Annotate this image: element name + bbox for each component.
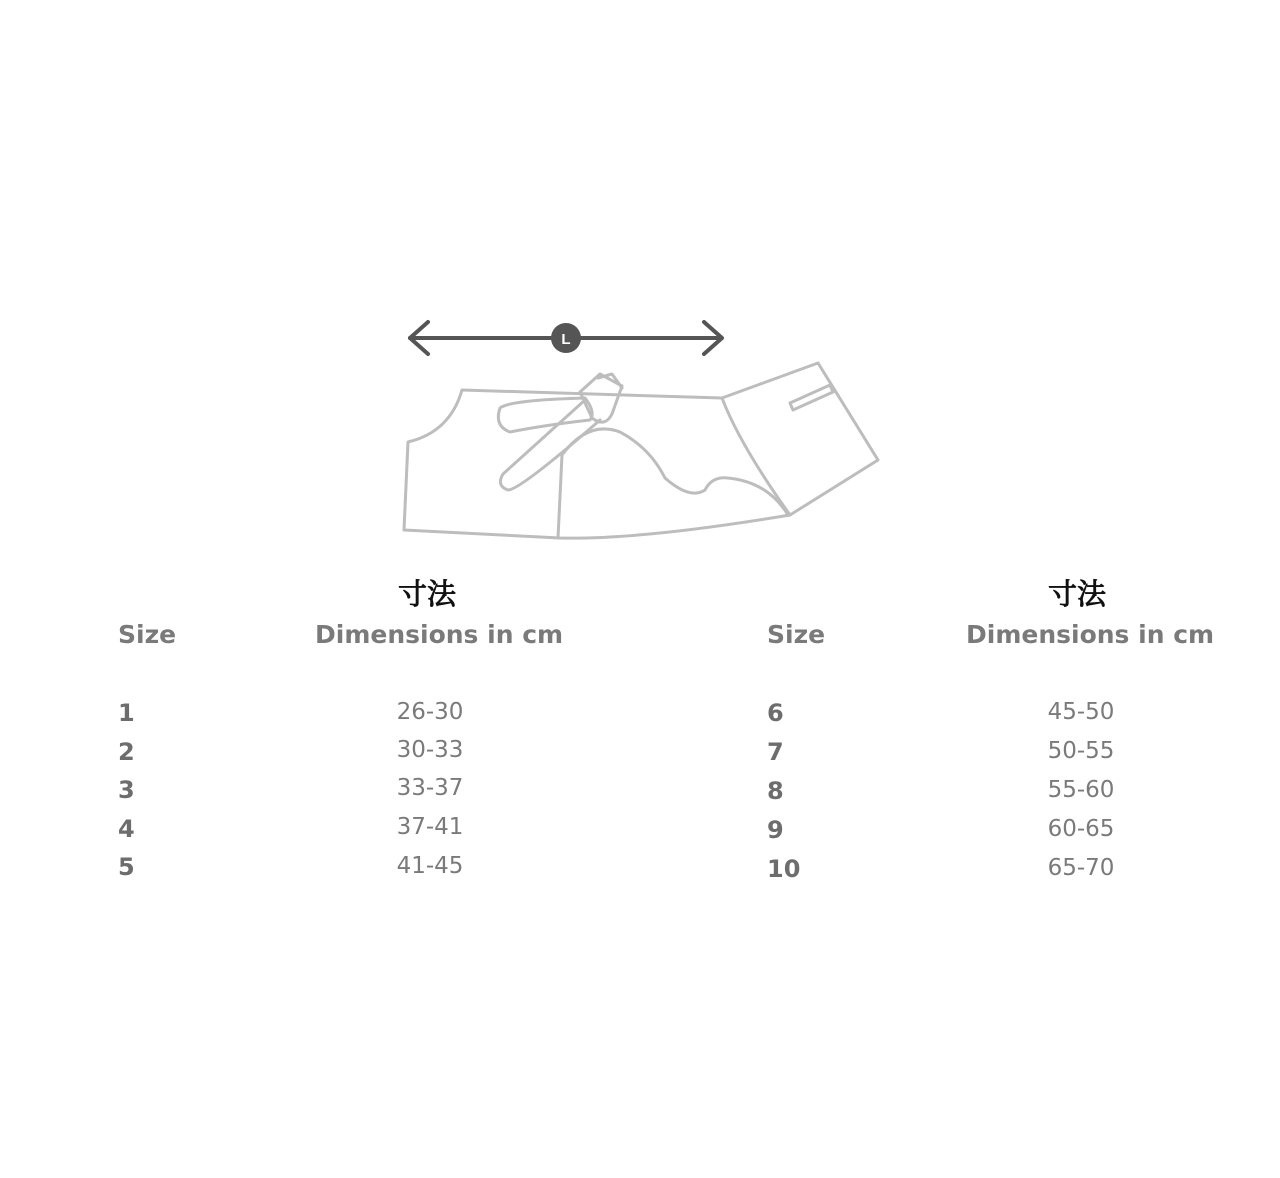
table-row-dim: 50-55: [1047, 738, 1115, 764]
table-row-dim: 60-65: [1047, 816, 1115, 842]
table-row-size: 8: [767, 777, 784, 805]
table-row-size: 2: [118, 738, 135, 766]
table-row-size: 7: [767, 738, 784, 766]
table-row-dim: 26-30: [396, 699, 464, 725]
table-left-size-header: Size: [118, 620, 177, 649]
table-row-dim: 65-70: [1047, 855, 1115, 881]
table-right-title: 寸法: [1047, 577, 1106, 611]
table-row-dim: 37-41: [396, 814, 464, 840]
table-row-size: 1: [118, 699, 135, 727]
table-row-size: 4: [118, 815, 135, 843]
coat-illustration: [0, 0, 1280, 560]
table-row-size: 6: [767, 699, 784, 727]
table-right-size-header: Size: [767, 620, 826, 649]
table-row-dim: 45-50: [1047, 699, 1115, 725]
table-row-dim: 55-60: [1047, 777, 1115, 803]
length-label: L: [561, 331, 571, 348]
table-row-size: 9: [767, 816, 784, 844]
table-row-dim: 30-33: [396, 737, 464, 763]
table-row-dim: 33-37: [396, 775, 464, 801]
table-row-size: 10: [767, 855, 801, 883]
table-left-dim-header: Dimensions in cm: [315, 620, 564, 649]
coat-outline: [404, 363, 878, 538]
table-row-dim: 41-45: [396, 853, 464, 879]
table-right-dim-header: Dimensions in cm: [966, 620, 1215, 649]
table-left-title: 寸法: [397, 577, 456, 611]
table-row-size: 5: [118, 853, 135, 881]
table-row-size: 3: [118, 776, 135, 804]
